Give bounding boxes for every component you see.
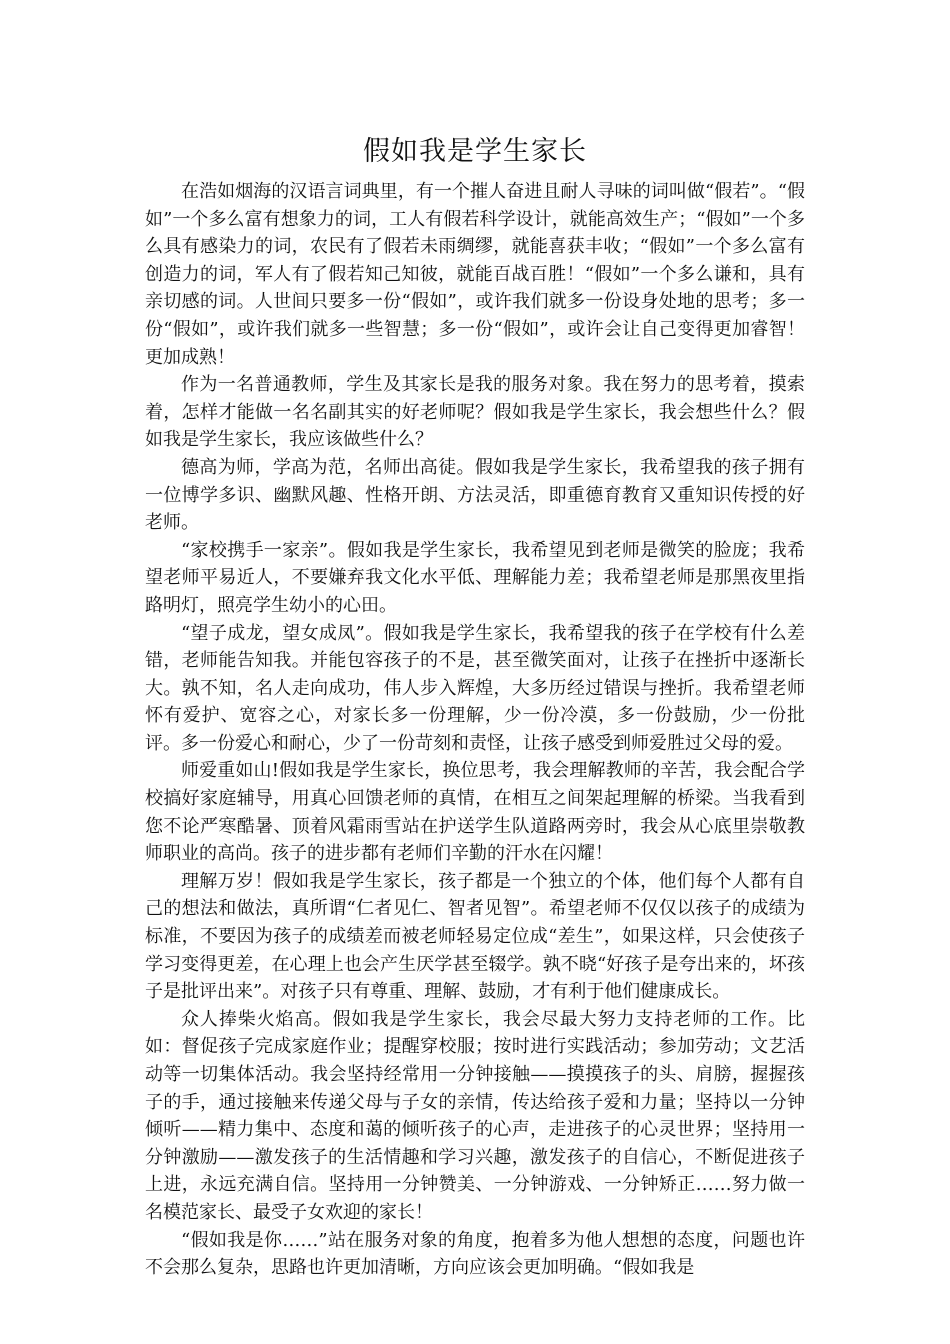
paragraph-6: 师爱重如山!假如我是学生家长，换位思考，我会理解教师的辛苦，我会配合学校搞好家庭辅导，用真心回馈老师的真情，在相互之间架起理解的桥梁。当我看到您不论严寒酷暑、顶着风霜雨雪站在护送学生队道路两旁时，我会从心底里崇敬教师职业的高尚。孩子的进步都有老师们辛勤的汗水在闪耀！ bbox=[145, 760, 805, 865]
paragraph-1: 在浩如烟海的汉语言词典里，有一个摧人奋进且耐人寻味的词叫做“假若”。“假如”一个多么富有想象力的词，工人有假若科学设计，就能高效生产；“假如”一个多么具有感染力的词，农民有了假若未雨绸缪，就能喜获丰收；“假如”一个多么富有创造力的词，军人有了假若知己知彼，就能百战百胜！“假如”一个多么谦和，具有亲切感的词。人世间只要多一份“假如”，或许我们就多一份设身处地的思考；多一份“假如”，或许我们就多一些智慧；多一份“假如”，或许会让自己变得更加睿智！更加成熟！ bbox=[145, 181, 805, 368]
paragraph-8: 众人捧柴火焰高。假如我是学生家长，我会尽最大努力支持老师的工作。比如：督促孩子完成家庭作业；提醒穿校服；按时进行实践活动；参加劳动；文艺活动等一切集体活动。我会坚持经常用一分钟接触——摸摸孩子的头、肩膀，握握孩子的手，通过接触来传递父母与子女的亲情，传达给孩子爱和力量；坚持以一分钟倾听——精力集中、态度和蔼的倾听孩子的心声，走进孩子的心灵世界；坚持用一分钟激励——激发孩子的生活情趣和学习兴趣，激发孩子的自信心，不断促进孩子上进，永远充满自信。坚持用一分钟赞美、一分钟游戏、一分钟矫正……努力做一名模范家长、最受子女欢迎的家长！ bbox=[145, 1008, 805, 1223]
paragraph-4: “家校携手一家亲”。假如我是学生家长，我希望见到老师是微笑的脸庞；我希望老师平易近人，不要嫌弃我文化水平低、理解能力差；我希望老师是那黑夜里指路明灯，照亮学生幼小的心田。 bbox=[145, 539, 805, 616]
paragraph-9: “假如我是你……”站在服务对象的角度，抱着多为他人想想的态度，问题也许不会那么复杂，思路也许更加清晰，方向应该会更加明确。“假如我是 bbox=[145, 1229, 805, 1279]
paragraph-2: 作为一名普通教师，学生及其家长是我的服务对象。我在努力的思考着，摸索着，怎样才能做一名名副其实的好老师呢？假如我是学生家长，我会想些什么？假如我是学生家长，我应该做些什么？ bbox=[145, 374, 805, 451]
paragraph-7: 理解万岁！假如我是学生家长，孩子都是一个独立的个体，他们每个人都有自己的想法和做法，真所谓“仁者见仁、智者见智”。希望老师不仅仅以孩子的成绩为标准，不要因为孩子的成绩差而被老师轻易定位成“差生”，如果这样，只会使孩子学习变得更差，在心理上也会产生厌学甚至辍学。孰不晓“好孩子是夸出来的，坏孩子是批评出来”。对孩子只有尊重、理解、鼓励，才有利于他们健康成长。 bbox=[145, 870, 805, 1003]
paragraph-5: “望子成龙，望女成凤”。假如我是学生家长，我希望我的孩子在学校有什么差错，老师能告知我。并能包容孩子的不是，甚至微笑面对，让孩子在挫折中逐渐长大。孰不知，名人走向成功，伟人步入辉煌，大多历经过错误与挫折。我希望老师怀有爱护、宽容之心，对家长多一份理解，少一份冷漠，多一份鼓励，少一份批评。多一份爱心和耐心，少了一份苛刻和责怪，让孩子感受到师爱胜过父母的爱。 bbox=[145, 622, 805, 754]
document-title: 假如我是学生家长 bbox=[363, 136, 587, 167]
document-page bbox=[145, 134, 805, 1282]
paragraph-3: 德高为师，学高为范，名师出高徒。假如我是学生家长，我希望我的孩子拥有一位博学多识、幽默风趣、性格开朗、方法灵活，即重德育教育又重知识传授的好老师。 bbox=[145, 456, 805, 534]
